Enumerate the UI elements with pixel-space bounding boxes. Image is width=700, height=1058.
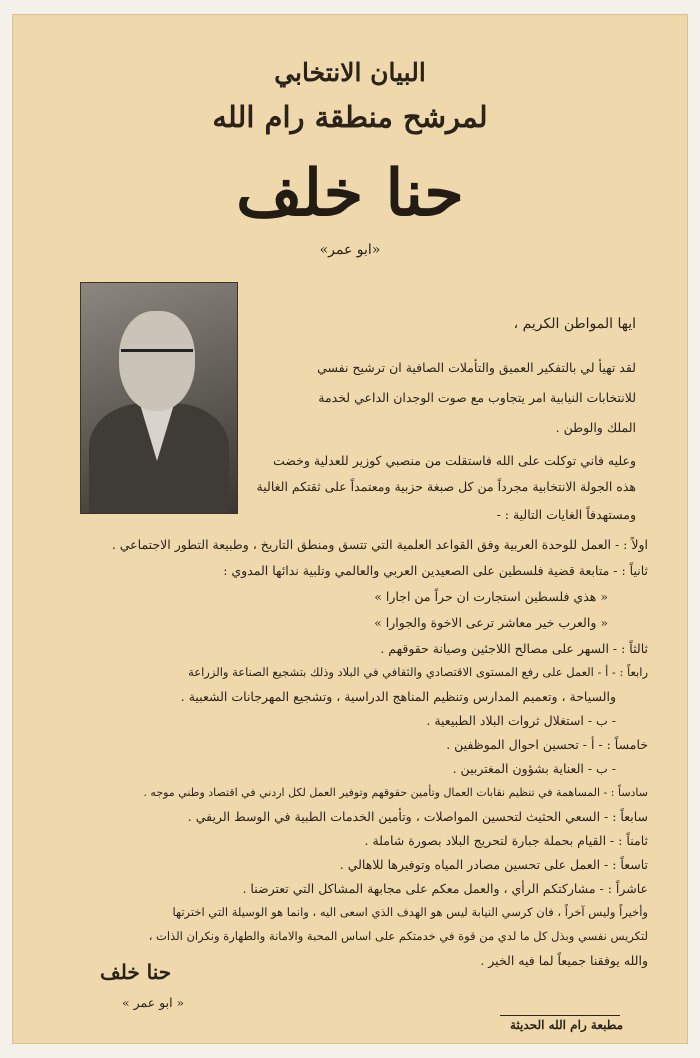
closing-line: لتكريس نفسي وبذل كل ما لدي من قوة في خدمتكم على اساس المحبة والامانة والطهارة ونكران الذات ،: [148, 929, 648, 943]
goal-line: خامساً : - أ - تحسين احوال الموظفين .: [446, 737, 648, 752]
printer-name: مطبعة رام الله الحديثة: [510, 1018, 624, 1032]
greeting: ايها المواطن الكريم ،: [513, 316, 636, 332]
candidate-name: حنا خلف: [236, 156, 464, 231]
goal-line: سادساً : - المساهمة في تنظيم نقابات العمال وتأمين حقوقهم وتوفير العمل لكل اردني في اقتصاد وطني موجه .: [143, 786, 648, 799]
goal-line: والسياحة ، وتعميم المدارس وتنظيم المناهج الدراسية ، وتشجيع المهرجانات الشعبية .: [180, 689, 616, 704]
goal-line: سابعاً : - السعي الحثيث لتحسين المواصلات ، وتأمين الخدمات الطبية في الوسط الريفي .: [187, 809, 648, 824]
candidate-portrait-photo: [80, 282, 238, 514]
signature-name: حنا خلف: [100, 960, 172, 984]
election-flyer: [12, 14, 688, 1044]
goal-line: - ب - العناية بشؤون المغتربين .: [452, 761, 616, 776]
goal-line: عاشراً : - مشاركتكم الرأي ، والعمل معكم على مجابهة المشاكل التي تعترضنا .: [242, 881, 648, 896]
intro-line: للانتخابات النيابية امر يتجاوب مع صوت الوجدان الداعي لخدمة: [318, 390, 636, 405]
goal-line: ثالثاً : - السهر على مصالح اللاجئين وصيانة حقوقهم .: [380, 641, 648, 656]
goal-line: تاسعاً : - العمل على تحسين مصادر المياه وتوفيرها للاهالي .: [339, 857, 648, 872]
intro-line: ومستهدفاً الغايات التالية : -: [496, 507, 636, 522]
title-line-1: البيان الانتخابي: [274, 58, 426, 87]
closing-line: والله يوفقنا جميعاً لما فيه الخير .: [480, 953, 648, 968]
title-line-2: لمرشح منطقة رام الله: [212, 100, 488, 134]
printer-rule: [500, 1015, 620, 1016]
intro-line: لقد تهيأ لي بالتفكير العميق والتأملات الصافية ان ترشيح نفسي: [317, 360, 636, 375]
intro-line: وعليه فاني توكلت على الله فاستقلت من منصبي كوزير للعدلية وخضت: [273, 453, 636, 468]
closing-line: وأخيراً وليس آخراً ، فان كرسي النيابة ليس هو الهدف الذي اسعى اليه ، وانما هو الوسيلة التي اخترتها: [172, 905, 648, 919]
intro-line: هذه الجولة الانتخابية مجرداً من كل صبغة حزبية ومعتمداً على ثقتكم الغالية: [256, 479, 636, 494]
goal-line: ثانياً : - متابعة قضية فلسطين على الصعيدين العربي والعالمي وتلبية ندائها المدوي :: [223, 563, 648, 578]
goal-line: اولاً : - العمل للوحدة العربية وفق القواعد العلمية التي تتسق ومنطق التاريخ ، وطبيعة التطور الاجتماعي .: [111, 537, 648, 552]
candidate-nickname: «ابو عمر»: [319, 242, 381, 258]
goal-line: رابعاً : - أ - العمل على رفع المستوى الاقتصادي والثقافي في البلاد وذلك بتشجيع الصناعة والزراعة: [188, 665, 648, 679]
poem-line: « والعرب خير معاشر ترعى الاخوة والجوارا »: [374, 615, 608, 630]
intro-line: الملك والوطن .: [555, 420, 636, 435]
poem-line: « هذي فلسطين استجارت ان حراً من اجارا »: [374, 589, 608, 604]
signature-nickname: « ابو عمر »: [122, 995, 185, 1010]
goal-line: - ب - استغلال ثروات البلاد الطبيعية .: [426, 713, 616, 728]
goal-line: ثامناً : - القيام بحملة جبارة لتحريج البلاد بصورة شاملة .: [364, 833, 648, 848]
